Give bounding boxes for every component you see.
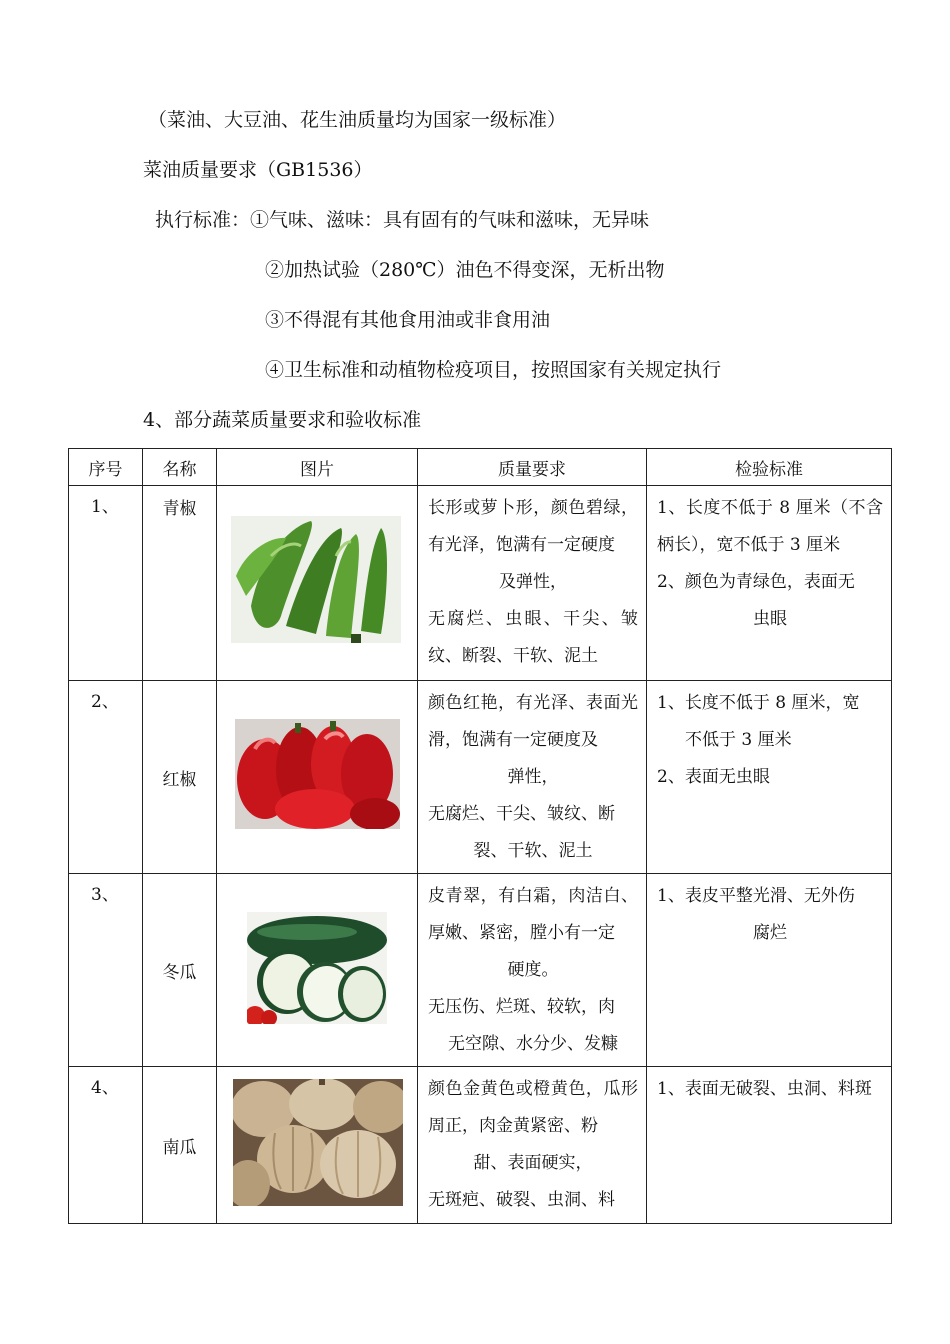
quality-text: 无腐烂、干尖、皱纹、断 xyxy=(428,804,615,824)
header-picture: 图片 xyxy=(217,449,418,486)
standard-item-2: ②加热试验（280℃）油色不得变深，无析出物 xyxy=(265,259,665,281)
quality-text: 甜、表面硬实， xyxy=(473,1153,593,1173)
section-heading: 4、部分蔬菜质量要求和验收标准 xyxy=(143,409,422,431)
inspection-standard xyxy=(647,681,892,874)
winter-melon-image xyxy=(247,912,387,1024)
quality-requirement xyxy=(418,874,647,1067)
standard-text: 1、表面无破裂、虫洞、料斑 xyxy=(657,1079,872,1099)
header-name: 名称 xyxy=(143,449,217,486)
vegetable-name: 青椒 xyxy=(143,486,217,681)
quality-text: 颜色金黄色或橙黄色，瓜形周正，肉金黄紧密、粉 xyxy=(428,1079,638,1136)
row-number: 2、 xyxy=(69,681,143,874)
vegetable-name: 红椒 xyxy=(143,681,217,874)
picture-cell xyxy=(217,486,418,681)
quality-text: 无空隙、水分少、发糠 xyxy=(448,1034,618,1054)
standard-text: 2、表面无虫眼 xyxy=(657,767,770,787)
header-no: 序号 xyxy=(69,449,143,486)
table-row xyxy=(69,681,892,874)
quality-text: 无腐烂、虫眼、干尖、皱纹、断裂、干软、泥土 xyxy=(428,609,638,666)
vegetable-quality-table xyxy=(68,448,892,1224)
pumpkin-image xyxy=(233,1079,403,1206)
table-row xyxy=(69,1067,892,1224)
vegetable-name: 冬瓜 xyxy=(143,874,217,1067)
picture-cell xyxy=(217,1067,418,1224)
table-row xyxy=(69,874,892,1067)
inspection-standard xyxy=(647,874,892,1067)
picture-cell xyxy=(217,874,418,1067)
oil-standard-note: （菜油、大豆油、花生油质量均为国家一级标准） xyxy=(148,109,567,131)
quality-text: 硬度。 xyxy=(507,960,559,980)
header-quality: 质量要求 xyxy=(418,449,647,486)
standard-item-4: ④卫生标准和动植物检疫项目，按照国家有关规定执行 xyxy=(265,359,722,381)
quality-text: 无压伤、烂斑、较软，肉 xyxy=(428,997,615,1017)
standard-text: 1、长度不低于 8 厘米（不含柄长），宽不低于 3 厘米 xyxy=(657,498,883,555)
header-standard: 检验标准 xyxy=(647,449,892,486)
standard-item-1: ①气味、滋味：具有固有的气味和滋味，无异味 xyxy=(250,209,650,231)
standard-text: 1、表皮平整光滑、无外伤 xyxy=(657,886,855,906)
table-header-row xyxy=(69,449,892,486)
quality-text: 裂、干软、泥土 xyxy=(473,841,593,861)
quality-text: 长形或萝卜形，颜色碧绿，有光泽，饱满有一定硬度 xyxy=(428,498,638,555)
quality-text: 皮青翠，有白霜，肉洁白、厚嫩、紧密，膛小有一定 xyxy=(428,886,638,943)
standard-text: 不低于 3 厘米 xyxy=(685,730,792,750)
standard-text: 1、长度不低于 8 厘米，宽 xyxy=(657,693,860,713)
standard-text: 虫眼 xyxy=(753,609,787,629)
inspection-standard xyxy=(647,1067,892,1224)
red-pepper-image xyxy=(235,719,400,829)
green-pepper-image xyxy=(231,516,401,643)
standard-text: 2、颜色为青绿色，表面无 xyxy=(657,572,855,592)
execution-standard-1 xyxy=(155,208,649,232)
quality-text: 弹性， xyxy=(507,767,559,787)
vegetable-name: 南瓜 xyxy=(143,1067,217,1224)
execution-standard-label: 执行标准： xyxy=(155,209,251,231)
quality-text: 无斑疤、破裂、虫洞、料 xyxy=(428,1190,615,1210)
oil-quality-title: 菜油质量要求（GB1536） xyxy=(143,159,373,181)
quality-requirement xyxy=(418,1067,647,1224)
inspection-standard xyxy=(647,486,892,681)
quality-text: 及弹性， xyxy=(499,572,567,592)
table-row xyxy=(69,486,892,681)
row-number: 3、 xyxy=(69,874,143,1067)
standard-text: 腐烂 xyxy=(753,923,787,943)
quality-text: 颜色红艳，有光泽、表面光滑，饱满有一定硬度及 xyxy=(428,693,638,750)
quality-requirement xyxy=(418,486,647,681)
standard-item-3: ③不得混有其他食用油或非食用油 xyxy=(265,309,551,331)
row-number: 4、 xyxy=(69,1067,143,1224)
quality-requirement xyxy=(418,681,647,874)
row-number: 1、 xyxy=(69,486,143,681)
picture-cell xyxy=(217,681,418,874)
